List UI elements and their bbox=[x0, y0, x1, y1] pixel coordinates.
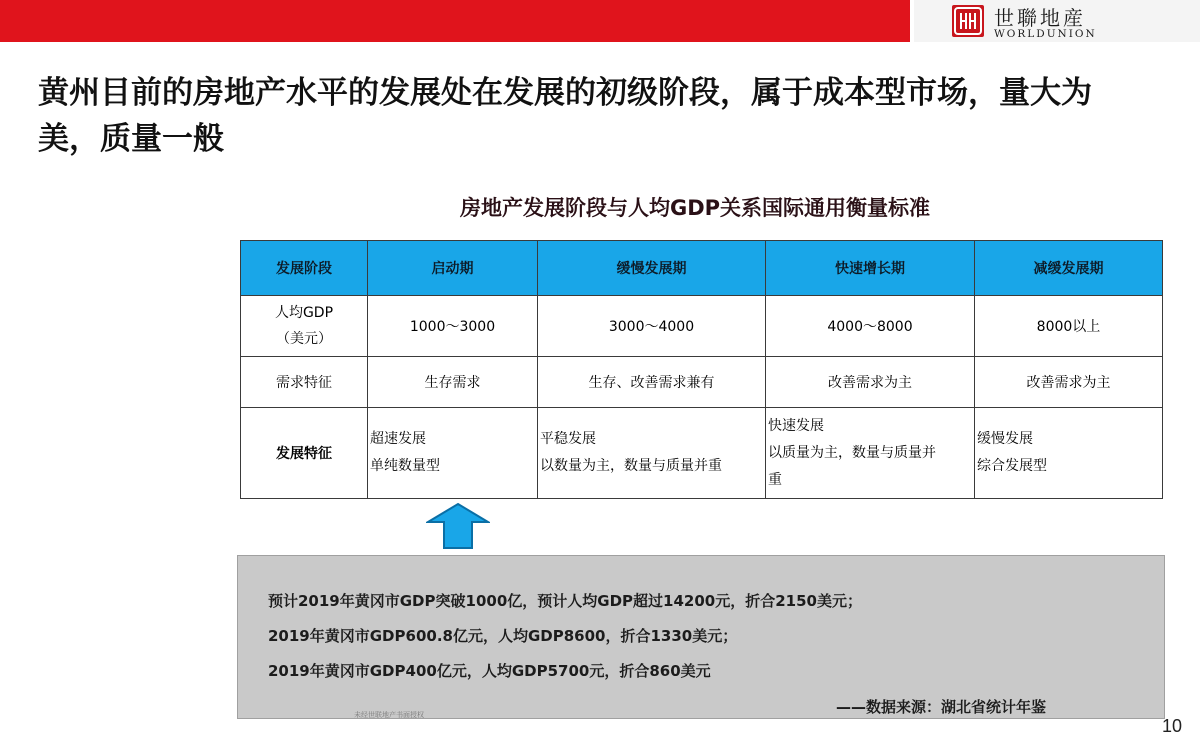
brand-name-en: WORLDUNION bbox=[994, 28, 1097, 40]
gdp-label-line1: 人均GDP bbox=[274, 305, 334, 321]
feature-line: 超速发展 bbox=[370, 431, 426, 447]
info-line-1: 预计2019年黄冈市GDP突破1000亿，预计人均GDP超过14200元，折合2150美元； bbox=[268, 592, 862, 610]
table-title: 房地产发展阶段与人均GDP关系国际通用衡量标准 bbox=[459, 196, 931, 220]
worldunion-logo-icon bbox=[952, 5, 984, 37]
feature-line: 平稳发展 bbox=[540, 431, 596, 447]
feature-line: 综合发展型 bbox=[977, 458, 1047, 474]
table-cell: 3000～4000 bbox=[538, 296, 766, 357]
row-label-demand: 需求特征 bbox=[241, 357, 368, 408]
page-number: 10 bbox=[1161, 716, 1182, 736]
confidential-footnote: 未经世联地产书面授权 bbox=[354, 711, 424, 719]
up-arrow-icon bbox=[426, 502, 490, 550]
table-cell bbox=[766, 408, 975, 499]
feature-line: 以数量为主，数量与质量并重 bbox=[540, 458, 722, 474]
brand-logo bbox=[914, 0, 1200, 42]
table-row-gdp bbox=[241, 296, 1163, 357]
table-cell bbox=[538, 408, 766, 499]
slide-headline: 黄州目前的房地产水平的发展处在发展的初级阶段，属于成本型市场，量大为美，质量一般 bbox=[38, 75, 1092, 157]
table-cell: 生存需求 bbox=[368, 357, 538, 408]
feature-line: 缓慢发展 bbox=[977, 431, 1033, 447]
feature-line: 以质量为主，数量与质量并 bbox=[768, 444, 936, 461]
column-header: 减缓发展期 bbox=[975, 241, 1163, 296]
table-cell bbox=[368, 408, 538, 499]
column-header: 快速增长期 bbox=[766, 241, 975, 296]
table-cell: 1000～3000 bbox=[368, 296, 538, 357]
table-cell bbox=[975, 408, 1163, 499]
data-source: ——数据来源：湖北省统计年鉴 bbox=[835, 698, 1046, 716]
table-cell: 4000～8000 bbox=[766, 296, 975, 357]
feature-line: 单纯数量型 bbox=[370, 458, 440, 474]
table-cell: 生存、改善需求兼有 bbox=[538, 357, 766, 408]
table-header-row bbox=[241, 241, 1163, 296]
brand-name-cn: 世聯地産 bbox=[994, 6, 1086, 30]
table-cell: 8000以上 bbox=[975, 296, 1163, 357]
table-row-development bbox=[241, 408, 1163, 499]
info-line-2: 2019年黄冈市GDP600.8亿元，人均GDP8600，折合1330美元； bbox=[268, 627, 738, 645]
column-header: 缓慢发展期 bbox=[538, 241, 766, 296]
table-cell: 改善需求为主 bbox=[766, 357, 975, 408]
gdp-label-line2: （美元） bbox=[276, 331, 332, 347]
table-row-demand bbox=[241, 357, 1163, 408]
row-label-gdp bbox=[241, 296, 368, 357]
info-line-3: 2019年黄冈市GDP400亿元，人均GDP5700元，折合860美元 bbox=[268, 662, 711, 680]
row-label-development: 发展特征 bbox=[241, 408, 368, 499]
feature-line: 重 bbox=[768, 471, 782, 488]
top-red-bar bbox=[0, 0, 910, 42]
column-header: 启动期 bbox=[368, 241, 538, 296]
feature-line: 快速发展 bbox=[768, 417, 824, 434]
gdp-stage-table bbox=[240, 240, 1163, 499]
table-cell: 改善需求为主 bbox=[975, 357, 1163, 408]
gdp-info-box bbox=[237, 555, 1165, 719]
column-header: 发展阶段 bbox=[241, 241, 368, 296]
